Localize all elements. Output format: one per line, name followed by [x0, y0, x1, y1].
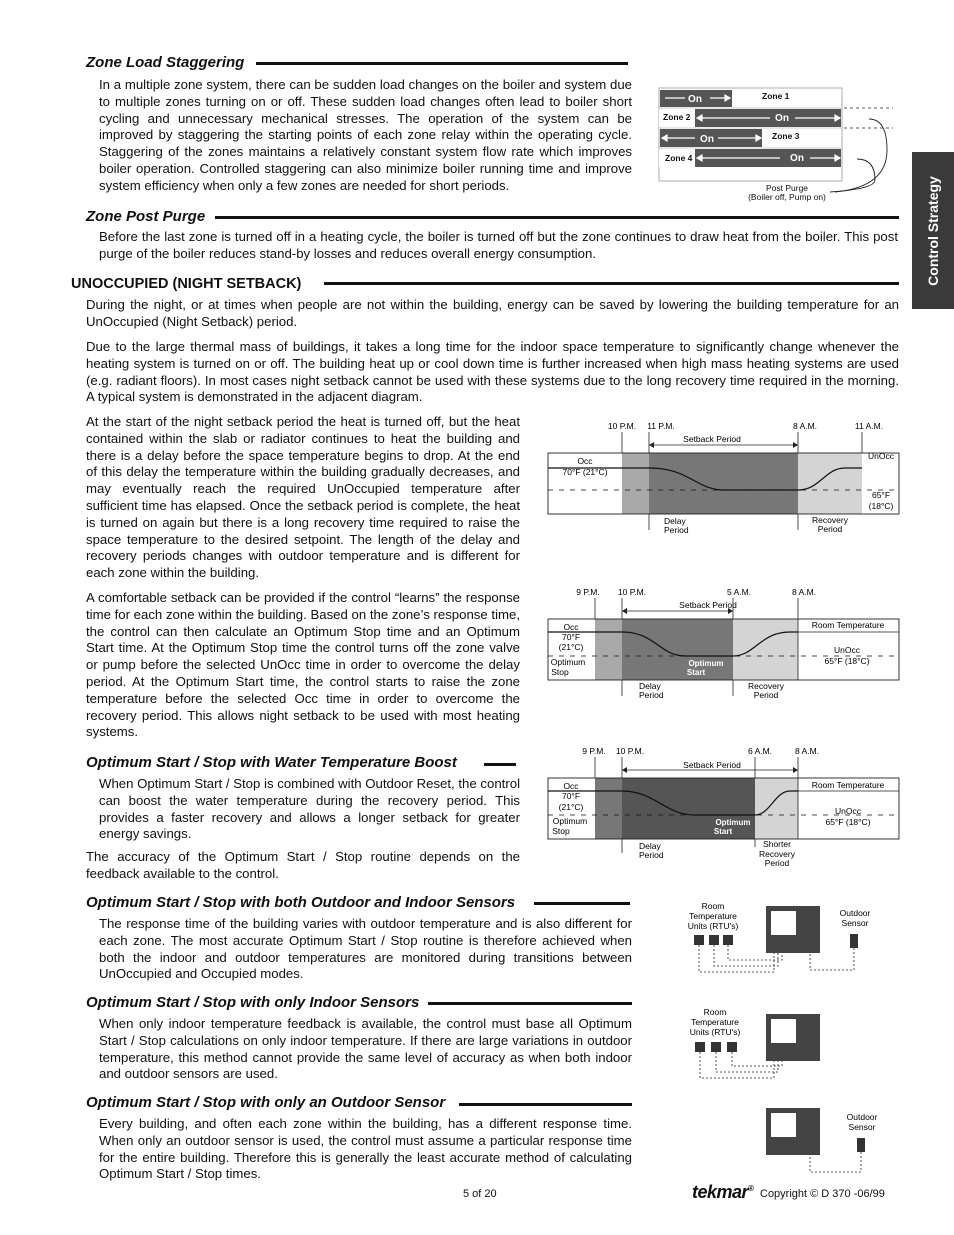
unoccupied-p2: Due to the large thermal mass of buildings, it takes a long time for the indoor space temperature to significantly change whenever the heating system is turned on or off. The building heat up or cool down time is further increased when high mass heating systems are used (e.g. radiant floors). In most cases night setback cannot be used with these systems due to the long recovery time required in the morning. A typical system is demonstrated in the adjacent diagram. [86, 339, 899, 405]
d3-shorter-label-3: Period [764, 858, 790, 868]
setback-diagram-1 [545, 418, 905, 540]
rtu-label: Room [703, 1007, 727, 1017]
both-sensors-heading: Optimum Start / Stop with both Outdoor and Indoor Sensors [86, 894, 516, 911]
d3-setback-label: Setback Period [683, 760, 741, 770]
zone2-on-label: On [775, 113, 789, 124]
zone-staggering-diagram [655, 75, 905, 207]
unoccupied-p4: A comfortable setback can be provided if the control “learns” the response time for each zone within the building. Based on the zone’s response time, the control can then calculate an Optimum Stop time and an Optimum Start time. At the Optimum Stop time the control turns off the zone valve or pump before the selected UnOcc time in order to overcome the delay period. At the Optimum Start time, the control starts to raise the zone temperature before the selected Occ time in order to overcome the recovery period. This allows night setback to be used with most heating systems. [86, 590, 520, 740]
d3-time-1: 9 P.M. [582, 746, 606, 756]
heading-rule [215, 216, 899, 219]
post-purge-heading: Zone Post Purge [86, 208, 206, 225]
rtu-label-2: Temperature [691, 1017, 739, 1027]
d3-occ-c: (21°C) [558, 802, 584, 812]
d3-occ-f: 70°F [561, 791, 581, 801]
unoccupied-heading: UNOCCUPIED (NIGHT SETBACK) [71, 276, 302, 292]
d1-time-2: 11 P.M. [647, 421, 675, 431]
d1-occ-label: Occ [577, 456, 593, 466]
d1-recovery-label-2: Period [817, 524, 843, 534]
brand-name: tekmar [692, 1182, 749, 1202]
d2-opt-stop-2: Stop [551, 667, 569, 677]
heading-rule [484, 763, 516, 766]
d2-occ-f: 70°F [561, 632, 581, 642]
d3-occ-label: Occ [563, 781, 579, 791]
d3-shorter-label-2: Recovery [759, 849, 795, 859]
d2-unocc-label: UnOcc [834, 645, 860, 655]
d1-unocc-label: UnOcc [868, 451, 894, 461]
d3-opt-start: Optimum [715, 818, 751, 827]
d2-time-4: 8 A.M. [791, 587, 817, 597]
heading-rule [534, 902, 630, 905]
rtu-label-3: Units (RTU's) [687, 921, 739, 931]
page-number: 5 of 20 [463, 1188, 497, 1200]
outdoor-sensor-label-2: Sensor [848, 1122, 876, 1132]
indoor-sensors-body: When only indoor temperature feedback is available, the control must base all Optimum Start / Stop calculations on only indoor temperature. If there are large variations in outdoor temperature, this method cannot provide the same level of accuracy as when both indoor and outdoor sensors are used. [99, 1016, 632, 1082]
unoccupied-p1: During the night, or at times when people are not within the building, energy can be saved by lowering the building temperature for an UnOccupied (Night Setback) period. [86, 297, 899, 329]
d1-time-4: 11 A.M. [854, 421, 884, 431]
d2-time-1: 9 P.M. [576, 587, 600, 597]
side-tab-label: Control Strategy [925, 175, 941, 286]
d2-time-2: 10 P.M. [617, 587, 647, 597]
heading-rule [459, 1103, 632, 1106]
d2-unocc-temp: 65°F (18°C) [824, 656, 870, 666]
d1-time-3: 8 A.M. [792, 421, 818, 431]
boost-p2: The accuracy of the Optimum Start / Stop routine depends on the feedback available to the control. [86, 849, 520, 881]
d3-shorter-label: Shorter [763, 839, 791, 849]
d2-room-label: Room Temperature [811, 620, 885, 630]
zone4-label: Zone 4 [665, 153, 693, 163]
d2-recovery-label-2: Period [753, 690, 779, 700]
d2-opt-stop: Optimum [550, 657, 586, 667]
heading-rule [324, 282, 899, 285]
d2-setback-label: Setback Period [679, 600, 737, 610]
zone3-label: Zone 3 [772, 131, 800, 141]
zone4-on-label: On [790, 153, 804, 164]
post-purge-label: Post Purge [765, 183, 809, 193]
rtu-label: Room [701, 901, 725, 911]
rtu-label-2: Temperature [689, 911, 737, 921]
zone-load-heading: Zone Load Staggering [86, 54, 245, 71]
copyright: Copyright © D 370 -06/99 [760, 1188, 885, 1200]
d3-opt-stop: Optimum [552, 816, 588, 826]
d1-setback-label: Setback Period [683, 434, 741, 444]
d1-delay-label-2: Period [664, 525, 689, 535]
outdoor-sensor-label: Outdoor [839, 908, 871, 918]
outdoor-sensor-label-2: Sensor [841, 918, 869, 928]
d2-occ-label: Occ [563, 622, 579, 632]
boost-p1: When Optimum Start / Stop is combined with Outdoor Reset, the control can boost the water temperature during the recovery period. This provides a faster recovery and allows a longer setback for greater energy savings. [99, 776, 520, 842]
d2-occ-c: (21°C) [558, 642, 584, 652]
d3-time-3: 6 A.M. [747, 746, 773, 756]
d1-delay-label: Delay [664, 516, 686, 526]
d3-opt-stop-2: Stop [552, 826, 570, 836]
outdoor-sensor-label: Outdoor [846, 1112, 878, 1122]
d2-opt-start: Optimum [688, 659, 724, 668]
d2-delay-label: Delay [639, 681, 661, 691]
outdoor-sensor-body: Every building, and often each zone within the building, has a different response time. When only an outdoor sensor is used, the control must assume a particular response time for the entire building. Therefore this is generally the least accurate method of calculating Optimum Start / Stop times. [99, 1116, 632, 1182]
heading-rule [256, 62, 628, 65]
d1-unocc-f: 65°F [871, 490, 891, 500]
indoor-sensors-heading: Optimum Start / Stop with only Indoor Sensors [86, 994, 420, 1011]
d3-unocc-temp: 65°F (18°C) [825, 817, 871, 827]
d2-opt-start-2: Start [686, 668, 706, 677]
setback-diagram-3 [545, 743, 905, 871]
d3-time-2: 10 P.M. [615, 746, 645, 756]
zone2-label: Zone 2 [663, 112, 691, 122]
unoccupied-p3: At the start of the night setback period the heat is turned off, but the heat contained within the slab or radiator continues to heat the building and there is a delay before the space temperature begins to drop. At the end of this delay the temperature within the building gradually decreases, and may eventually reach the required UnOccupied temperature after sufficient time has elapsed. Once the setback period is complete, the heat is turned on again but there is a long recovery time required to raise the space temperature to the desired setpoint. The length of the delay and recovery periods changes with outdoor temperature and is different for each zone within the building. [86, 414, 520, 581]
d1-recovery-label: Recovery [812, 515, 848, 525]
post-purge-body: Before the last zone is turned off in a heating cycle, the boiler is turned off but the zone continues to draw heat from the boiler. This post purge of the boiler reduces stand-by losses and reduces overall energy consumption. [99, 229, 898, 261]
sensor-diagram-outdoor [760, 1104, 890, 1184]
side-tab [912, 152, 954, 309]
d1-occ-temp: 70°F (21°C) [562, 467, 608, 477]
d2-delay-label-2: Period [639, 690, 664, 700]
setback-diagram-2 [545, 584, 905, 706]
d1-time-1: 10 P.M. [607, 421, 637, 431]
registered-mark: ® [748, 1184, 754, 1193]
post-purge-sublabel: (Boiler off, Pump on) [748, 192, 826, 202]
zone1-on-label: On [688, 94, 702, 105]
rtu-label-3: Units (RTU's) [689, 1027, 741, 1037]
tekmar-logo [692, 1182, 753, 1203]
both-sensors-body: The response time of the building varies with outdoor temperature and is also different for each zone. The most accurate Optimum Start / Stop routine is therefore achieved when both the indoor and outdoor temperatures are monitored during transitions between UnOccupied and Occupied modes. [99, 916, 632, 982]
zone3-on-label: On [700, 134, 714, 145]
d3-unocc-label: UnOcc [835, 806, 861, 816]
d2-recovery-label: Recovery [748, 681, 784, 691]
sensor-diagram-indoor [680, 1004, 840, 1084]
d1-unocc-c: (18°C) [868, 501, 894, 511]
d3-delay-label-2: Period [639, 850, 664, 860]
heading-rule [428, 1002, 632, 1005]
d3-opt-start-2: Start [713, 827, 733, 836]
d3-time-4: 8 A.M. [794, 746, 820, 756]
d3-room-label: Room Temperature [811, 780, 885, 790]
d3-delay-label: Delay [639, 841, 661, 851]
zone1-label: Zone 1 [762, 91, 790, 101]
d2-time-3: 5 A.M. [726, 587, 752, 597]
boost-heading: Optimum Start / Stop with Water Temperature Boost [86, 754, 457, 771]
zone-load-body: In a multiple zone system, there can be sudden load changes on the boiler and system due to multiple zones turning on or off. These sudden load changes often lead to boiler short cycling and unnecessary mechanical stresses. The operation of the system can be improved by staggering the starting points of each zone relay within the operating cycle. Staggering of the zones maintains a relatively constant system flow rate which improves boiler operation. Controlled staggering can also minimize boiler running time and improve system efficiency when only a few zones are needed for short periods. [99, 77, 632, 193]
sensor-diagram-both [680, 898, 890, 980]
outdoor-sensor-heading: Optimum Start / Stop with only an Outdoor Sensor [86, 1094, 446, 1111]
